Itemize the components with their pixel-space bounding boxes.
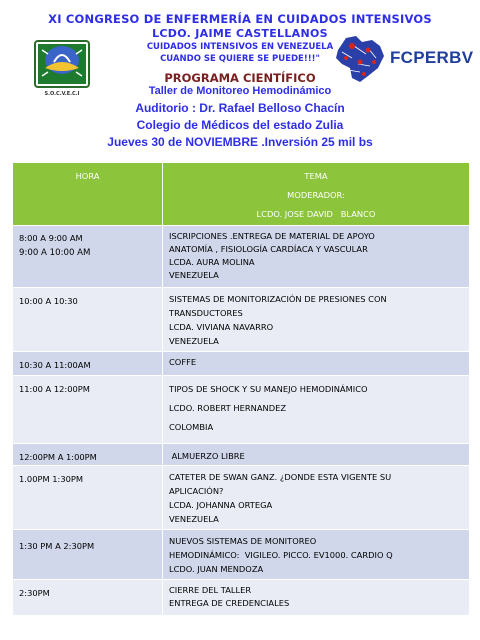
document-header (0, 0, 480, 160)
topic-text: HEMODINÁMICO: VIGILEO. PICCO. EV1000. CARDIO Q (169, 550, 393, 560)
table-row (13, 376, 470, 444)
honoree-name: LCDO. JAIME CASTELLANOS (152, 27, 328, 40)
topic-text: VENEZUELA (169, 270, 219, 280)
time-cell (13, 352, 163, 376)
topic-cell (163, 376, 470, 444)
time-text: 1.00PM 1:30PM (19, 474, 84, 484)
time-cell (13, 580, 163, 616)
time-text: 12:00PM A 1:00PM (19, 452, 97, 462)
time-cell (13, 288, 163, 352)
topic-text: COLOMBIA (169, 422, 214, 432)
topic-text: TRANSDUCTORES (169, 308, 243, 318)
topic-text: ISCRIPCIONES .ENTREGA DE MATERIAL DE APOYO (169, 231, 375, 241)
time-text: 1:30 PM A 2:30PM (19, 541, 95, 551)
moderator-name: LCDO. JOSE DAVID BLANCO (256, 209, 376, 219)
topic-text: NUEVOS SISTEMAS DE MONITOREO (169, 536, 317, 546)
table-row (13, 580, 470, 616)
table-row (13, 466, 470, 530)
time-cell (13, 376, 163, 444)
tema-header (163, 163, 470, 226)
time-text: 9:00 A 10:00 AM (19, 248, 91, 258)
topic-text: LCDA. VIVIANA NAVARRO (169, 322, 274, 332)
congress-title: XI CONGRESO DE ENFERMERÍA EN CUIDADOS INTENSIVOS (48, 12, 432, 26)
socveci-logo-icon (34, 40, 90, 98)
time-text: 10:00 A 10:30 (19, 296, 78, 306)
hora-header-label: HORA (75, 171, 100, 181)
topic-text: LCDO. JUAN MENDOZA (169, 564, 264, 574)
topic-text: TIPOS DE SHOCK Y SU MANEJO HEMODINÁMICO (169, 384, 368, 394)
topic-text: ANATOMÍA , FISIOLOGÍA CARDÍACA Y VASCULAR (169, 244, 368, 254)
table-row (13, 352, 470, 376)
time-cell (13, 444, 163, 466)
topic-text: CATETER DE SWAN GANZ. ¿DONDE ESTA VIGENTE SU (169, 472, 392, 482)
topic-cell (163, 444, 470, 466)
motto-line: CUANDO SE QUIERE SE PUEDE!!!" (160, 54, 320, 64)
auditorium-line: Auditorio : Dr. Rafael Belloso Chacín (135, 101, 345, 115)
time-text: 11:00 A 12:00PM (19, 384, 90, 394)
table-row (13, 444, 470, 466)
table-row (13, 226, 470, 288)
topic-text: CIERRE DEL TALLER (169, 585, 252, 595)
college-line: Colegio de Médicos del estado Zulia (136, 118, 344, 132)
topic-cell (163, 530, 470, 580)
fcperbv-map-logo-icon (332, 28, 388, 88)
topic-cell (163, 352, 470, 376)
program-table (12, 162, 470, 616)
table-row (13, 288, 470, 352)
topic-text: ENTREGA DE CREDENCIALES (169, 598, 290, 608)
time-cell (13, 466, 163, 530)
time-cell (13, 226, 163, 288)
tema-header-label: TEMA (304, 171, 328, 181)
topic-text: LCDA. AURA MOLINA (169, 257, 255, 267)
topic-cell (163, 288, 470, 352)
topic-text: LCDA. JOHANNA ORTEGA (169, 500, 273, 510)
time-text: 2:30PM (19, 588, 50, 598)
topic-text: VENEZUELA (169, 336, 219, 346)
fcperbv-logo-text: FCPERBV (390, 48, 474, 67)
hora-header (13, 163, 163, 226)
topic-text: LCDO. ROBERT HERNANDEZ (169, 403, 287, 413)
table-row (13, 530, 470, 580)
topic-text: APLICACIÓN? (169, 486, 224, 496)
workshop-title: Taller de Monitoreo Hemodinámico (148, 85, 332, 97)
time-cell (13, 530, 163, 580)
topic-text: VENEZUELA (169, 514, 219, 524)
topic-text: COFFE (169, 357, 197, 367)
svg-text:S.O.C.V.E.C.I: S.O.C.V.E.C.I (44, 91, 80, 97)
date-line: Jueves 30 de NOVIEMBRE .Inversión 25 mil bs (107, 135, 373, 149)
table-header-row (13, 163, 470, 226)
topic-text: ALMUERZO LIBRE (169, 451, 245, 461)
topic-cell (163, 466, 470, 530)
program-title: PROGRAMA CIENTÍFICO (164, 71, 316, 85)
subtitle-line: CUIDADOS INTENSIVOS EN VENEZUELA (146, 42, 334, 52)
moderator-label: MODERADOR: (287, 190, 345, 200)
topic-cell (163, 226, 470, 288)
time-text: 10:30 A 11:00AM (19, 360, 91, 370)
topic-cell (163, 580, 470, 616)
time-text: 8:00 A 9:00 AM (19, 233, 83, 243)
topic-text: SISTEMAS DE MONITORIZACIÓN DE PRESIONES CON (169, 294, 387, 304)
